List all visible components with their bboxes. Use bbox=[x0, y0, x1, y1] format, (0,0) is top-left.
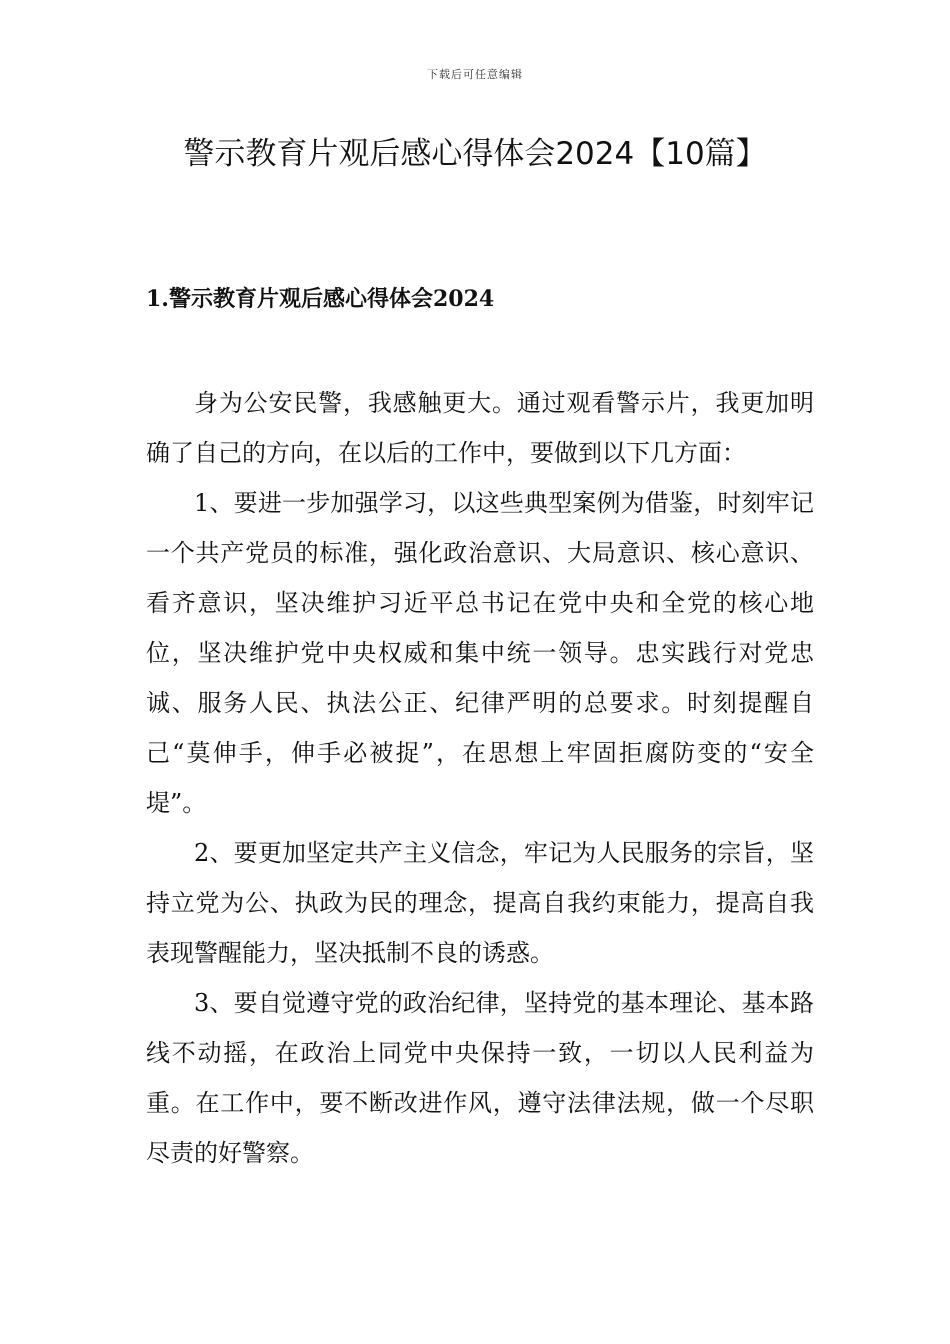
header-note: 下载后可任意编辑 bbox=[427, 68, 523, 81]
body-text bbox=[146, 378, 814, 1178]
paragraph-point-3: 3、要自觉遵守党的政治纪律，坚持党的基本理论、基本路线不动摇，在政治上同党中央保持一致，一切以人民利益为重。在工作中，要不断改进作风，遵守法律法规，做一个尽职尽责的好警察。 bbox=[146, 989, 814, 1167]
section-heading: 1.警示教育片观后感心得体会2024 bbox=[146, 286, 495, 312]
paragraph-point-1: 1、要进一步加强学习，以这些典型案例为借鉴，时刻牢记一个共产党员的标准，强化政治意识、大局意识、核心意识、看齐意识，坚决维护习近平总书记在党中央和全党的核心地位，坚决维护党中央权威和集中统一领导。忠实践行对党忠诚、服务人民、执法公正、纪律严明的总要求。时刻提醒自己“莫伸手，伸手必被捉”，在思想上牢固拒腐防变的“安全堤”。 bbox=[146, 489, 814, 817]
document-title: 警示教育片观后感心得体会2024【10篇】 bbox=[183, 136, 767, 172]
paragraph-point-2: 2、要更加坚定共产主义信念，牢记为人民服务的宗旨，坚持立党为公、执政为民的理念，提高自我约束能力，提高自我表现警醒能力，坚决抵制不良的诱惑。 bbox=[146, 839, 814, 967]
paragraph-intro: 身为公安民警，我感触更大。通过观看警示片，我更加明确了自己的方向，在以后的工作中，要做到以下几方面： bbox=[146, 389, 814, 467]
